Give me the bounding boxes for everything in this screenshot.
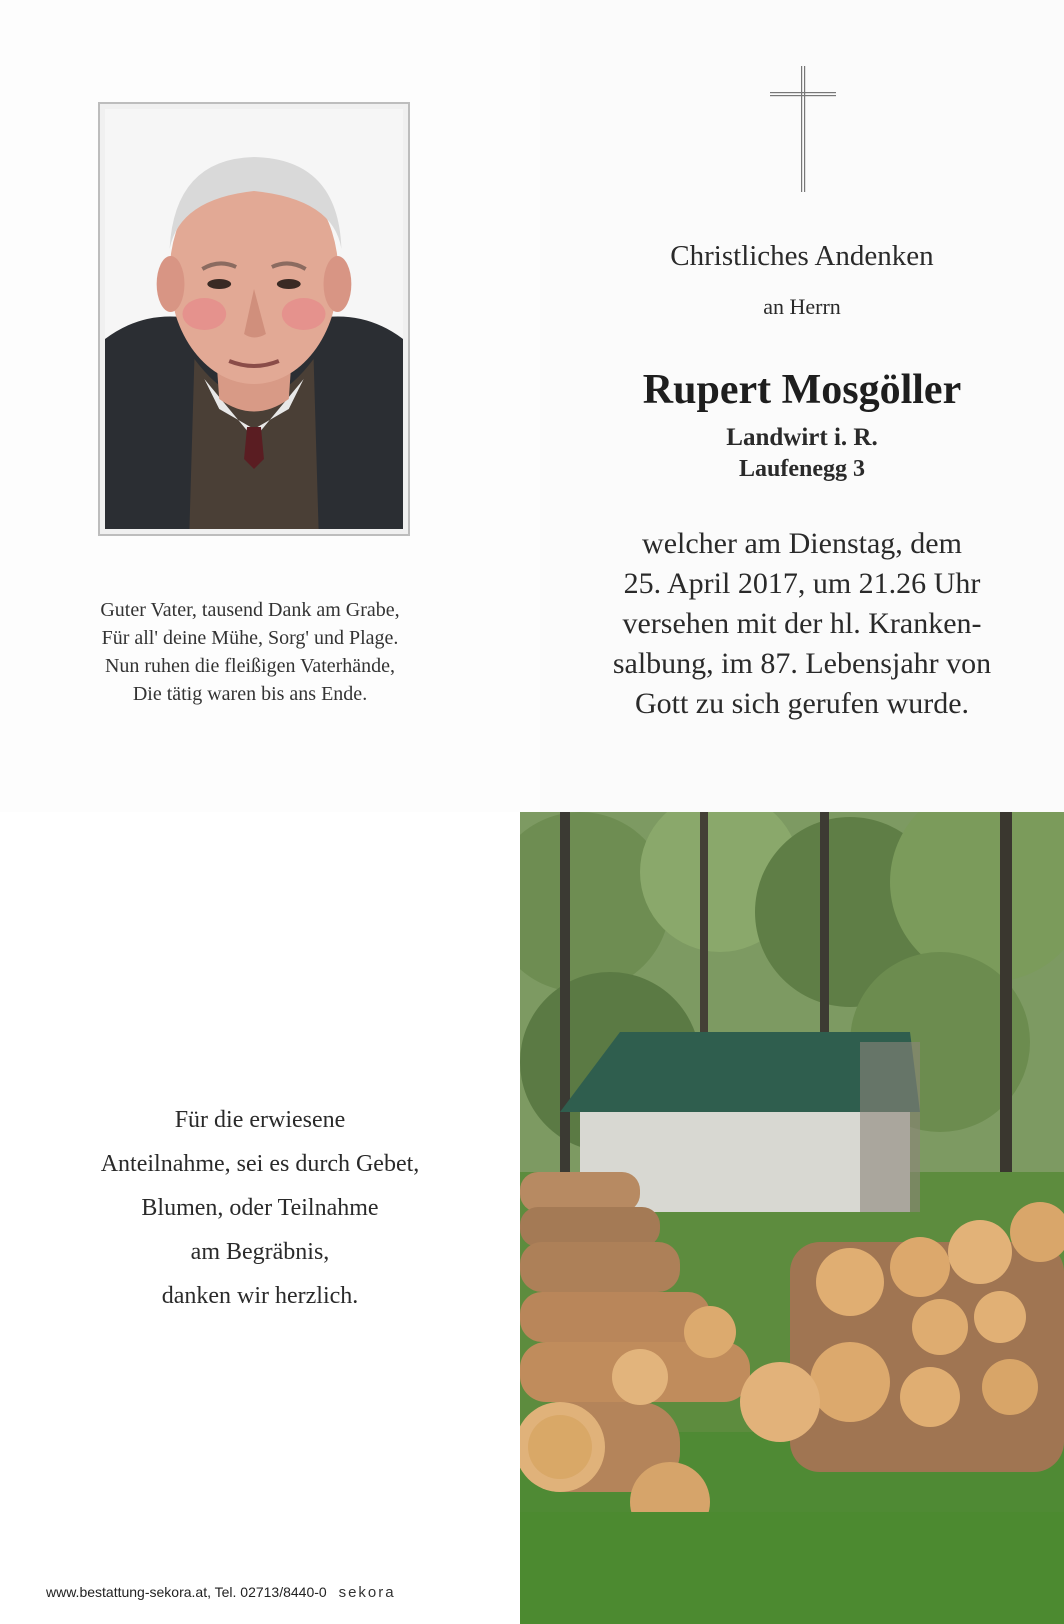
occupation: Landwirt i. R. xyxy=(726,424,878,451)
death-notice xyxy=(540,524,1064,724)
memorial-panel xyxy=(540,0,1064,812)
footer xyxy=(46,1584,516,1601)
portrait-image xyxy=(105,109,403,529)
poem-line: Guter Vater, tausend Dank am Grabe, xyxy=(100,599,400,621)
thanks-text xyxy=(40,1098,480,1318)
portrait-photo xyxy=(98,102,410,536)
memorial-heading: Christliches Andenken xyxy=(670,240,934,272)
sekora-logo: sekora xyxy=(338,1584,396,1601)
portrait-panel xyxy=(0,0,540,812)
poem xyxy=(40,596,460,708)
death-notice-line: versehen mit der hl. Kranken- xyxy=(622,607,982,640)
poem-line: Nun ruhen die fleißigen Vaterhände, xyxy=(104,655,396,677)
thanks-line: Blumen, oder Teilnahme xyxy=(141,1195,379,1221)
deceased-name: Rupert Mosgöller xyxy=(642,367,962,413)
thanks-line: am Begräbnis, xyxy=(190,1239,330,1265)
poem-line: Die tätig waren bis ans Ende. xyxy=(132,683,368,705)
thanks-panel xyxy=(0,812,520,1624)
landscape-photo xyxy=(520,812,1064,1624)
thanks-line: danken wir herzlich. xyxy=(161,1283,359,1309)
death-notice-line: welcher am Dienstag, dem xyxy=(642,527,962,560)
forest-logs-image xyxy=(520,812,1064,1624)
death-notice-line: 25. April 2017, um 21.26 Uhr xyxy=(623,567,981,600)
cross-icon xyxy=(770,66,836,192)
thanks-line: Für die erwiesene xyxy=(174,1107,346,1133)
address: Laufenegg 3 xyxy=(739,456,865,482)
footer-contact: www.bestattung-sekora.at, Tel. 02713/8440-0 xyxy=(46,1584,327,1600)
death-notice-line: salbung, im 87. Lebensjahr von xyxy=(612,647,992,680)
death-notice-line: Gott zu sich gerufen wurde. xyxy=(634,687,970,720)
thanks-line: Anteilnahme, sei es durch Gebet, xyxy=(100,1151,420,1177)
poem-line: Für all' deine Mühe, Sorg' und Plage. xyxy=(101,627,399,649)
salutation: an Herrn xyxy=(763,294,841,319)
